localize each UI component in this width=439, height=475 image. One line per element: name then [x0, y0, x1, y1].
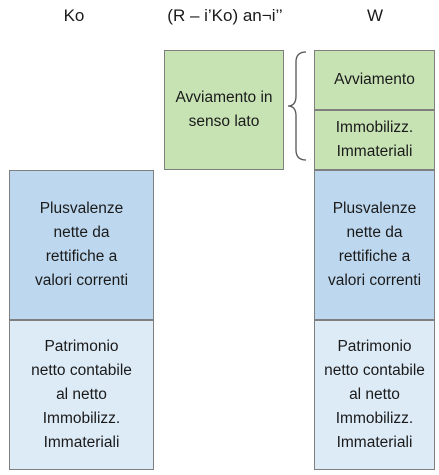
w-avviamento-box: [314, 50, 435, 110]
avviamento-senso-lato-box: [164, 50, 284, 170]
curly-brace-icon: [284, 50, 310, 164]
w-patrimonio-box: [314, 320, 435, 470]
ko-patrimonio-label: Patrimonio netto contabile al netto Immobilizz. Immateriali: [31, 338, 132, 451]
w-patrimonio-label: Patrimonio netto contabile al netto Immobilizz. Immateriali: [324, 338, 425, 451]
ko-patrimonio-box: [9, 320, 154, 470]
header-w: W: [366, 6, 384, 25]
w-immobilizz-box: [314, 110, 435, 170]
w-plusvalenze-box: [314, 170, 435, 320]
w-plusvalenze-label: Plusvalenze nette da rettifiche a valori correnti: [327, 200, 422, 289]
w-immobilizz-label: Immobilizz. Immateriali: [335, 119, 414, 160]
avviamento-senso-lato-label: Avviamento in senso lato: [175, 89, 273, 130]
ko-plusvalenze-label: Plusvalenze nette da rettifiche a valori correnti: [34, 200, 129, 289]
w-avviamento-label: Avviamento: [334, 71, 415, 88]
ko-plusvalenze-box: [9, 170, 154, 320]
header-formula: (R – i’Ko) an¬i’’: [167, 6, 283, 25]
header-ko: Ko: [63, 6, 85, 25]
